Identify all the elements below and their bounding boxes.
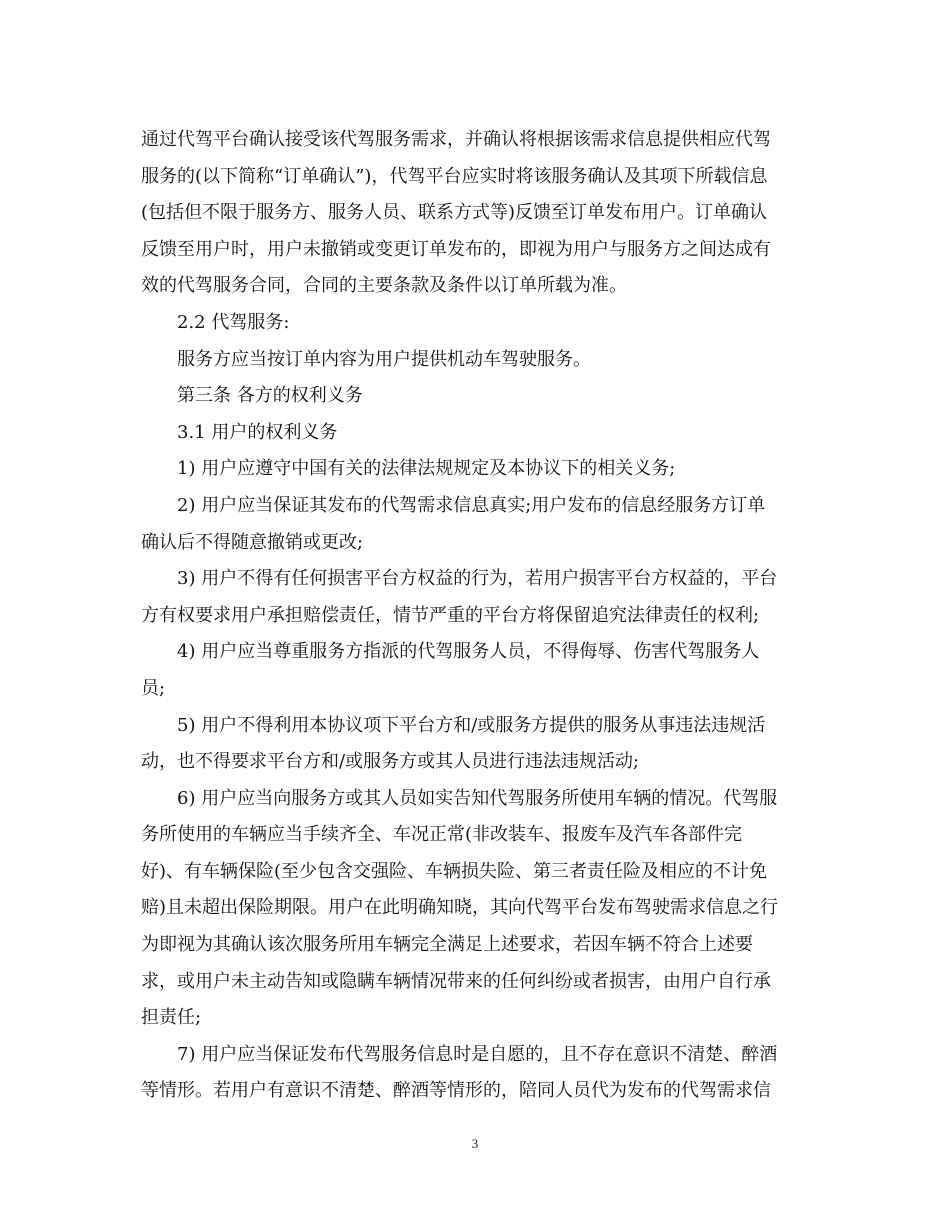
list-item-5: 5) 用户不得利用本协议项下平台方和/或服务方提供的服务从事违法违规活: [177, 714, 766, 736]
body-text-line: 反馈至用户时，用户未撤销或变更订单发布的，即视为用户与服务方之间达成有: [141, 238, 771, 260]
list-item-3: 3) 用户不得有任何损害平台方权益的行为，若用户损害平台方权益的，平台: [177, 568, 778, 590]
body-text-line: 为即视为其确认该次服务所用车辆完全满足上述要求，若因车辆不符合上述要: [141, 934, 753, 956]
body-text-line: 服务的(以下简称“订单确认”)，代驾平台应实时将该服务确认及其项下所载信息: [141, 165, 768, 187]
body-text-line: 赔)且未超出保险期限。用户在此明确知晓，其向代驾平台发布驾驶需求信息之行: [141, 897, 779, 919]
list-item-1: 1) 用户应遵守中国有关的法律法规规定及本协议下的相关义务;: [177, 458, 676, 480]
body-text-line: 方有权要求用户承担赔偿责任，情节严重的平台方将保留追究法律责任的权利;: [141, 604, 760, 626]
list-item-7: 7) 用户应当保证发布代驾服务信息时是自愿的，且不存在意识不清楚、醉酒: [177, 1043, 778, 1065]
section-heading-2-2: 2.2 代驾服务:: [177, 311, 290, 333]
body-text-line: 求，或用户未主动告知或隐瞒车辆情况带来的任何纠纷或者损害，由用户自行承: [141, 970, 771, 992]
body-text-line: 等情形。若用户有意识不清楚、醉酒等情形的，陪同人员代为发布的代驾需求信: [141, 1080, 771, 1102]
body-text-line: 通过代驾平台确认接受该代驾服务需求，并确认将根据该需求信息提供相应代驾: [141, 129, 771, 150]
document-body: [141, 122, 821, 1110]
body-text-line: 务所使用的车辆应当手续齐全、车况正常(非改装车、报废车及汽车各部件完: [141, 824, 743, 846]
body-text-line: 好)、有车辆保险(至少包含交强险、车辆损失险、第三者责任险及相应的不计免: [141, 860, 768, 882]
page-number: 3: [471, 1136, 479, 1151]
body-text-line: 确认后不得随意撤销或更改;: [141, 531, 364, 553]
body-text-line: (包括但不限于服务方、服务人员、联系方式等)反馈至订单发布用户。订单确认: [141, 202, 768, 224]
list-item-4: 4) 用户应当尊重服务方指派的代驾服务人员，不得侮辱、伤害代驾服务人: [177, 641, 760, 663]
list-item-2: 2) 用户应当保证其发布的代驾需求信息真实;用户发布的信息经服务方订单: [177, 494, 766, 516]
body-text-line: 担责任;: [141, 1007, 202, 1029]
body-text-line: 动，也不得要求平台方和/或服务方或其人员进行违法违规活动;: [141, 751, 640, 773]
body-text-line: 服务方应当按订单内容为用户提供机动车驾驶服务。: [177, 348, 591, 370]
article-heading-3: 第三条 各方的权利义务: [177, 385, 363, 407]
body-text-line: 员;: [141, 677, 166, 699]
list-item-6: 6) 用户应当向服务方或其人员如实告知代驾服务所使用车辆的情况。代驾服: [177, 787, 778, 809]
section-heading-3-1: 3.1 用户的权利义务: [177, 421, 338, 443]
body-text-line: 效的代驾服务合同，合同的主要条款及条件以订单所载为准。: [141, 275, 627, 297]
